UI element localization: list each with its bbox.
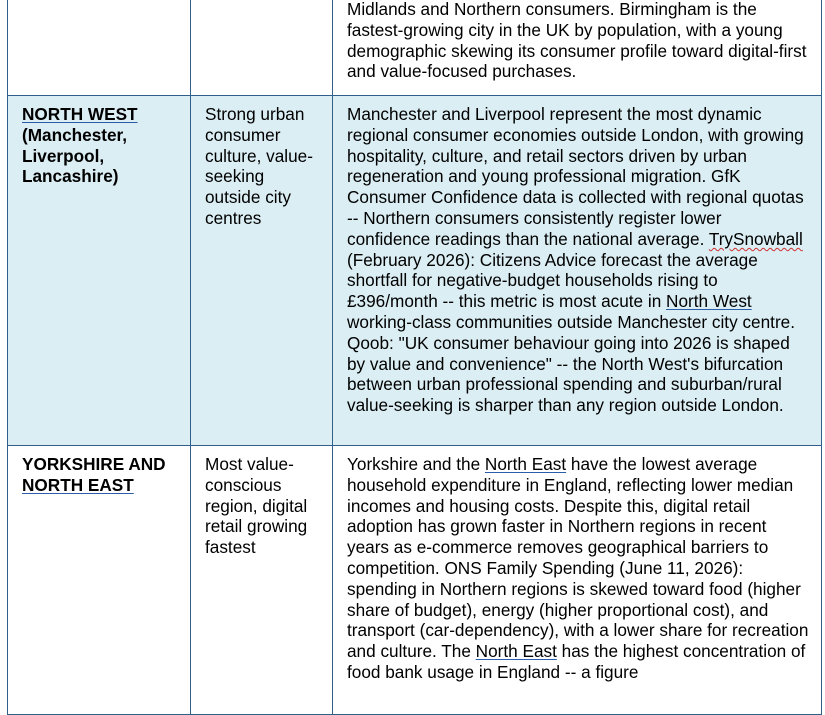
table-row bbox=[8, 96, 822, 446]
region-link[interactable]: North West bbox=[666, 291, 752, 312]
region-subtitle: (Manchester, Liverpool, Lancashire) bbox=[22, 124, 128, 187]
regional-consumer-table bbox=[7, 0, 822, 715]
detail-text: Manchester and Liverpool represent the most dynamic regional consumer economies outside London, with growing hospitality, culture, and retail sectors driven by urban regeneration and young professional migration. GfK Consumer Confidence data is collected with regional quotas -- Northern consumers consistently register lower confidence readings than the national average. bbox=[347, 104, 804, 249]
table-row bbox=[8, 0, 822, 96]
table-row bbox=[8, 446, 822, 715]
detail-cell bbox=[333, 446, 822, 715]
region-cell bbox=[8, 96, 191, 446]
region-link[interactable]: North East bbox=[484, 454, 567, 474]
detail-text: Yorkshire and the bbox=[347, 454, 485, 474]
region-name-link[interactable]: NORTH EAST bbox=[22, 474, 134, 495]
detail-text: (February 2026): Citizens Advice forecast the average shortfall for negative-budget households rising to £396/month -- this metric is most acute in bbox=[347, 249, 758, 312]
summary-cell bbox=[191, 96, 333, 446]
summary-text: Strong urban consumer culture, value-seeking outside city centres bbox=[205, 104, 313, 228]
detail-text: has the highest concentration of food bank usage in England -- a figure bbox=[347, 641, 806, 682]
region-cell bbox=[8, 446, 191, 715]
source-name: TrySnowball bbox=[708, 228, 803, 249]
detail-cell bbox=[333, 0, 822, 96]
region-name: YORKSHIRE AND bbox=[22, 454, 166, 474]
summary-cell bbox=[191, 0, 333, 96]
region-link[interactable]: North East bbox=[475, 641, 557, 662]
detail-cell bbox=[333, 96, 822, 446]
detail-text: Midlands and Northern consumers. Birmingham is the fastest-growing city in the UK by population, with a young demographic skewing its consumer profile toward digital-first and value-focused purchases. bbox=[347, 0, 807, 82]
detail-text: have the lowest average household expenditure in England, reflecting lower median incomes and housing costs. Despite this, digital retail adoption has grown faster in Northern regions in recent years as e-commerce removes geographical barriers to competition. ONS Family Spending (June 11, 2026): spending in Northern regions is skewed toward food (higher share of budget), energy (higher proportional cost), and transport (car-dependency), with a lower share for recreation and culture. The bbox=[347, 454, 809, 662]
region-name: NORTH WEST bbox=[22, 104, 138, 124]
detail-text: working-class communities outside Manchester city centre. Qoob: "UK consumer behaviour going into 2026 is shaped by value and convenience" -- the North West's bifurcation between urban professional spending and suburban/rural value-seeking is sharper than any region outside London. bbox=[347, 311, 795, 416]
summary-cell bbox=[191, 446, 333, 715]
summary-text: Most value-conscious region, digital retail growing fastest bbox=[205, 454, 308, 558]
region-cell bbox=[8, 0, 191, 96]
